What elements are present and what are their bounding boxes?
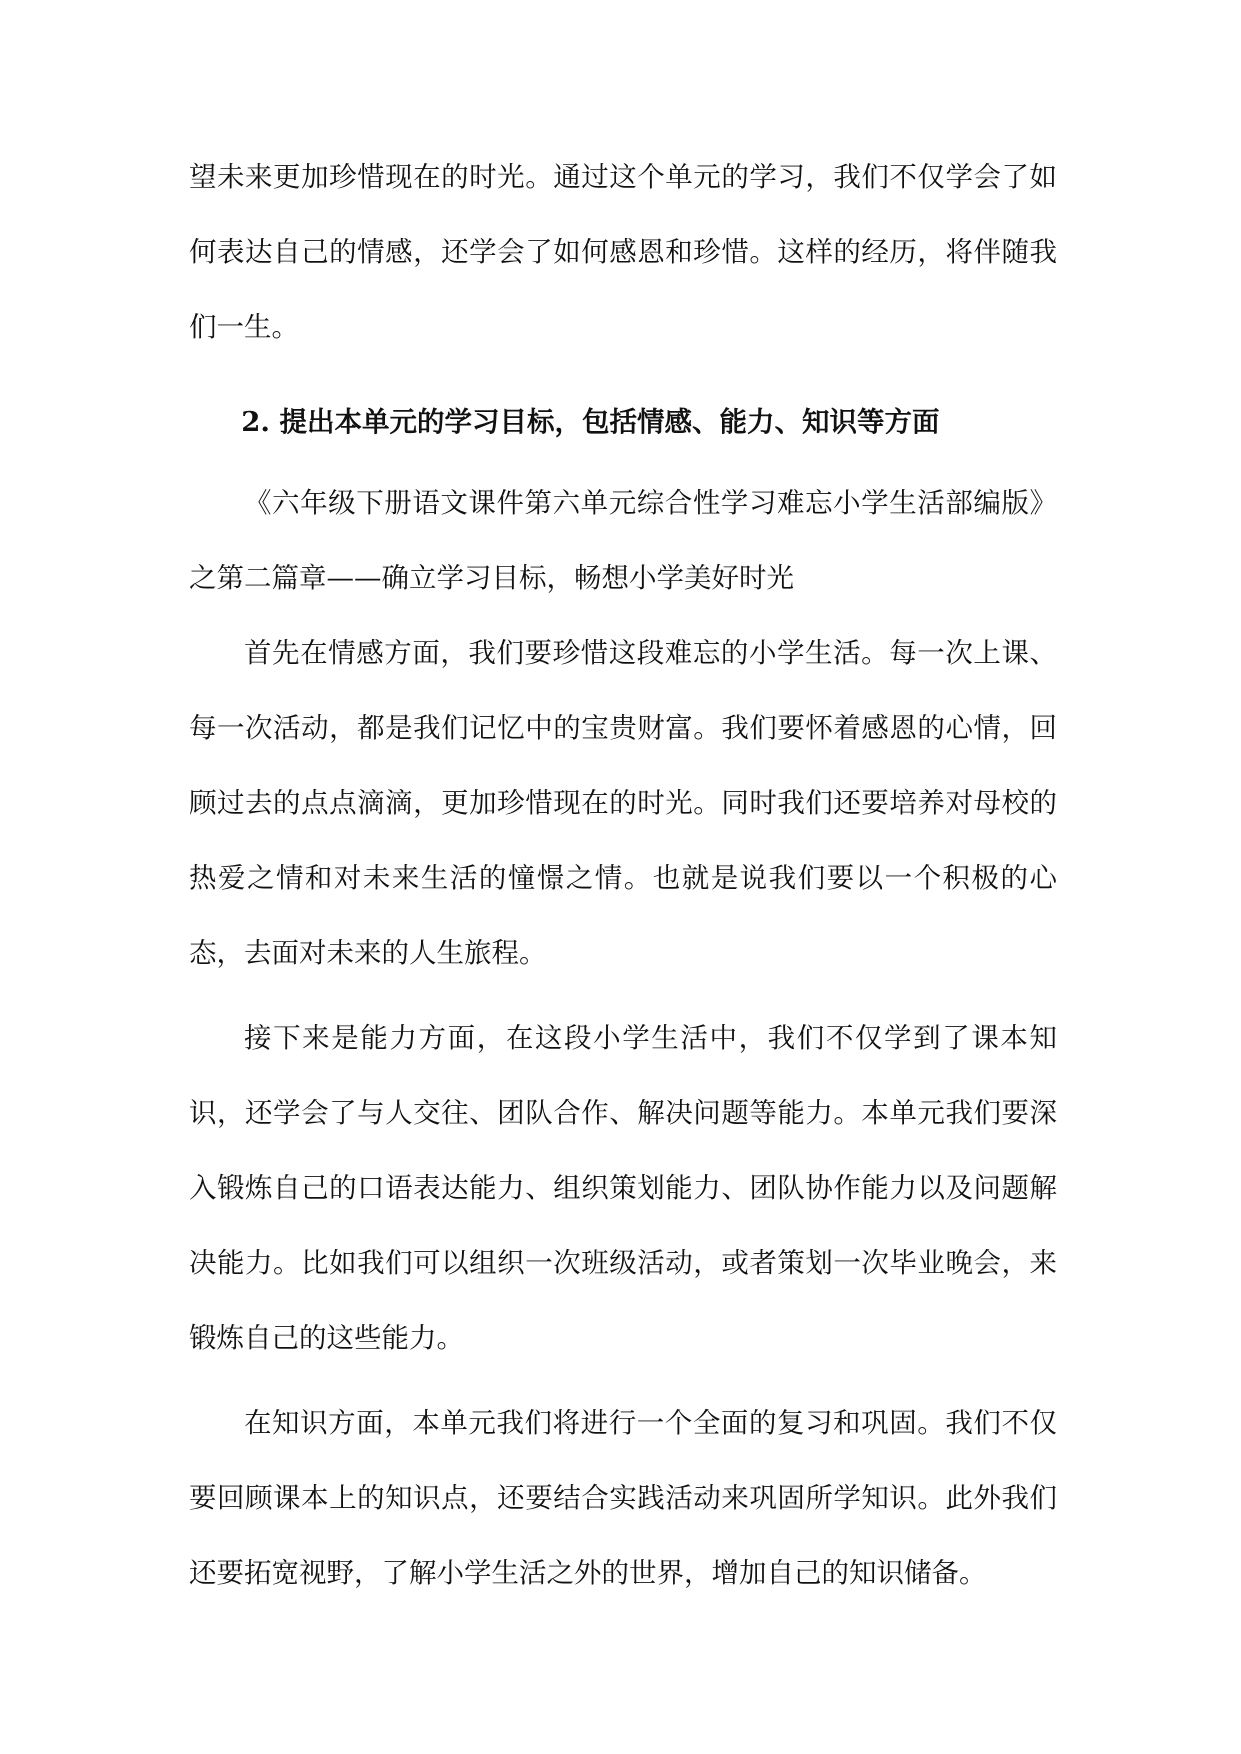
- paragraph-ability: 接下来是能力方面，在这段小学生活中，我们不仅学到了课本知识，还学会了与人交往、团队合作、解决问题等能力。本单元我们要深入锻炼自己的口语表达能力、组织策划能力、团队协作能力以及问题解决能力。比如我们可以组织一次班级活动，或者策划一次毕业晚会，来锻炼自己的这些能力。: [189, 1022, 1057, 1354]
- document-body: [189, 140, 1057, 1611]
- section-heading: 2. 提出本单元的学习目标，包括情感、能力、知识等方面: [241, 406, 940, 438]
- paragraph-knowledge: 在知识方面，本单元我们将进行一个全面的复习和巩固。我们不仅要回顾课本上的知识点，还要结合实践活动来巩固所学知识。此外我们还要拓宽视野，了解小学生活之外的世界，增加自己的知识储备。: [189, 1407, 1057, 1589]
- paragraph-emotion: 首先在情感方面，我们要珍惜这段难忘的小学生活。每一次上课、每一次活动，都是我们记忆中的宝贵财富。我们要怀着感恩的心情，回顾过去的点点滴滴，更加珍惜现在的时光。同时我们还要培养对母校的热爱之情和对未来生活的憧憬之情。也就是说我们要以一个积极的心态，去面对未来的人生旅程。: [189, 637, 1057, 969]
- paragraph-continuation: 望未来更加珍惜现在的时光。通过这个单元的学习，我们不仅学会了如何表达自己的情感，还学会了如何感恩和珍惜。这样的经历，将伴随我们一生。: [189, 161, 1057, 343]
- paragraph-chapter-title: 《六年级下册语文课件第六单元综合性学习难忘小学生活部编版》之第二篇章——确立学习目标，畅想小学美好时光: [189, 487, 1057, 594]
